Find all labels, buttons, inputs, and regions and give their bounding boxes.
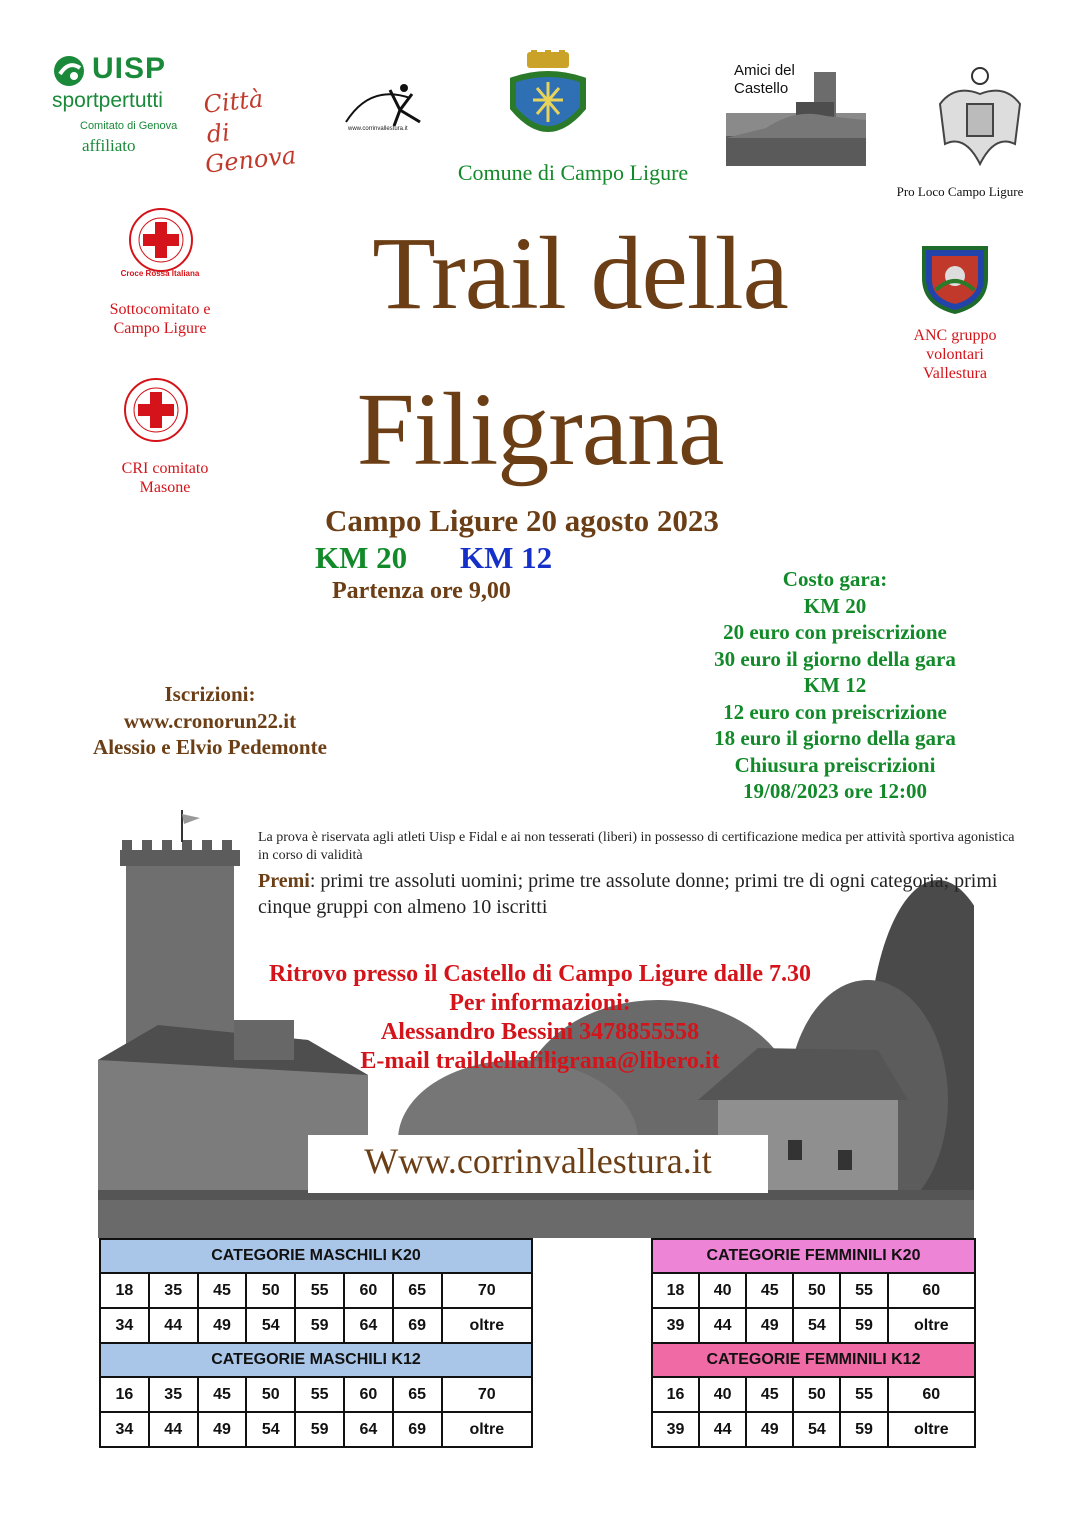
table-cell: 34: [100, 1308, 149, 1343]
registration-names: Alessio e Elvio Pedemonte: [93, 735, 327, 759]
proloco-logo: [880, 64, 1040, 204]
table-cell: 70: [442, 1273, 532, 1308]
amici-line1: Amici del: [734, 62, 795, 79]
table-cell: 50: [793, 1377, 840, 1412]
table-cell: 55: [840, 1377, 887, 1412]
table-cell: 69: [393, 1412, 442, 1447]
citta-line1: Città di: [202, 84, 265, 149]
table-cell: 49: [198, 1412, 247, 1447]
table-cell: 54: [793, 1308, 840, 1343]
table-cell: 65: [393, 1273, 442, 1308]
registration-site: www.cronorun22.it: [123, 708, 297, 733]
sottocomitato-line2: Campo Ligure: [113, 320, 207, 338]
table-cell: 60: [888, 1273, 975, 1308]
table-cell: 55: [840, 1273, 887, 1308]
cost-line: 12 euro con preiscrizione: [723, 699, 947, 724]
start-time: Partenza ore 9,00: [332, 578, 511, 604]
uisp-logo: [52, 52, 202, 162]
table-cell: 60: [344, 1273, 393, 1308]
table-cell: 16: [100, 1377, 149, 1412]
table-cell: oltre: [442, 1412, 532, 1447]
table-cell: 39: [652, 1308, 699, 1343]
table-cell: oltre: [442, 1308, 532, 1343]
croce-rossa-caption: Croce Rossa Italiana: [120, 269, 200, 278]
table-cell: 18: [100, 1273, 149, 1308]
table-cell: 16: [652, 1377, 699, 1412]
croce-rossa-logo: [90, 205, 230, 340]
eligibility-note: La prova è riservata agli atleti Uisp e Fidal e ai non tesserati (liberi) in possesso di certificazione medica per attività sportiva agonistica in corso di validità: [258, 830, 1015, 863]
table-cell: 59: [840, 1412, 887, 1447]
table-cell: 44: [699, 1412, 746, 1447]
table-cell: 45: [198, 1273, 247, 1308]
female-k20-table: [651, 1238, 976, 1448]
cost-heading: Costo gara:: [782, 567, 888, 591]
cost-line: KM 20: [803, 593, 867, 618]
amici-castello-logo: [726, 58, 866, 168]
table-cell: 35: [149, 1273, 198, 1308]
table-cell: 55: [295, 1377, 344, 1412]
cri-line1: CRI comitato: [121, 460, 209, 477]
eagle-crest-icon: [935, 64, 1025, 174]
amici-line2: Castello: [734, 80, 789, 97]
female-k20-title: CATEGORIE FEMMINILI K20: [652, 1239, 975, 1273]
cost-line: 19/08/2023 ore 12:00: [743, 779, 927, 803]
uisp-name: UISP: [92, 52, 167, 85]
red-cross-icon: [121, 375, 191, 445]
runner-icon: [340, 80, 435, 130]
table-cell: 49: [746, 1308, 793, 1343]
table-cell: 40: [699, 1377, 746, 1412]
table-cell: 64: [344, 1308, 393, 1343]
meeting-info: Ritrovo presso il Castello di Campo Ligure dalle 7.30: [268, 961, 811, 987]
citta-line2: Genova: [203, 141, 298, 179]
prizes-text: : primi tre assoluti uomini; prime tre assolute donne; primi tre di ogni categoria; primi cinque gruppi con almeno 10 iscritti: [258, 870, 998, 918]
anc-logo: [890, 242, 1020, 382]
km20-label: KM 20: [315, 540, 408, 575]
cri-masone-logo: [95, 375, 235, 495]
prizes-note: [258, 868, 1018, 920]
anc-line2: volontari: [926, 346, 984, 364]
table-cell: 59: [295, 1412, 344, 1447]
table-cell: 39: [652, 1412, 699, 1447]
table-cell: 50: [246, 1273, 295, 1308]
table-cell: 34: [100, 1412, 149, 1447]
cost-line: 18 euro il giorno della gara: [714, 726, 956, 750]
cost-line: Chiusura preiscrizioni: [734, 752, 936, 777]
table-cell: 54: [246, 1308, 295, 1343]
place-date: Campo Ligure 20 agosto 2023: [325, 503, 719, 538]
cost-block: [650, 566, 1020, 805]
proloco-name: Pro Loco Campo Ligure: [896, 184, 1024, 199]
female-k12-title: CATEGORIE FEMMINILI K12: [652, 1343, 975, 1377]
male-k20-title: CATEGORIE MASCHILI K20: [100, 1239, 532, 1273]
cost-line: 30 euro il giorno della gara: [714, 646, 956, 671]
title-line1: Trail della: [372, 216, 788, 331]
km12-label: KM 12: [460, 540, 553, 575]
prizes-label: Premi: [258, 870, 310, 892]
cost-line: KM 12: [803, 673, 867, 697]
uisp-affiliated: affiliato: [82, 136, 136, 155]
table-cell: 55: [295, 1273, 344, 1308]
castle-thumbnail-icon: [726, 58, 866, 168]
table-cell: 70: [442, 1377, 532, 1412]
anc-line1: ANC gruppo: [913, 327, 997, 344]
info-block: [160, 960, 920, 1076]
table-cell: 45: [198, 1377, 247, 1412]
sottocomitato-line1: Sottocomitato e: [109, 301, 211, 318]
comune-name: Comune di Campo Ligure: [457, 160, 689, 185]
website-link[interactable]: Www.corrinvallestura.it: [364, 1141, 712, 1181]
citta-genova-logo: [202, 84, 298, 179]
cri-line2: Masone: [139, 479, 191, 497]
info-heading: Per informazioni:: [449, 990, 631, 1016]
uisp-runner-icon: [52, 54, 90, 88]
male-k12-title: CATEGORIE MASCHILI K12: [100, 1343, 532, 1377]
table-cell: 65: [393, 1377, 442, 1412]
email-info: E-mail traildellafiligrana@libero.it: [360, 1048, 720, 1074]
red-cross-icon: [126, 205, 196, 275]
cost-line: 20 euro con preiscrizione: [723, 620, 947, 644]
table-cell: 45: [746, 1273, 793, 1308]
table-cell: 64: [344, 1412, 393, 1447]
table-cell: 35: [149, 1377, 198, 1412]
registration-block: [60, 681, 360, 761]
title-line2: Filigrana: [356, 372, 724, 487]
table-cell: 59: [840, 1308, 887, 1343]
table-cell: 44: [149, 1308, 198, 1343]
corrinvallestura-logo: [340, 80, 440, 140]
contact-info: Alessandro Bessini 3478855558: [380, 1019, 700, 1045]
table-cell: oltre: [888, 1412, 975, 1447]
table-cell: 44: [699, 1308, 746, 1343]
uisp-tagline: sportpertutti: [52, 89, 163, 112]
table-cell: 69: [393, 1308, 442, 1343]
table-cell: 59: [295, 1308, 344, 1343]
table-cell: 40: [699, 1273, 746, 1308]
registration-heading: Iscrizioni:: [164, 682, 256, 706]
anc-line3: Vallestura: [923, 365, 987, 383]
coat-of-arms-icon: [503, 50, 593, 145]
comune-logo: [438, 50, 708, 190]
table-cell: 50: [793, 1273, 840, 1308]
table-cell: 49: [198, 1308, 247, 1343]
table-cell: 54: [246, 1412, 295, 1447]
table-cell: 54: [793, 1412, 840, 1447]
table-cell: 18: [652, 1273, 699, 1308]
corrinvallestura-small-url: www.corrinvallestura.it: [348, 126, 408, 132]
table-cell: oltre: [888, 1308, 975, 1343]
table-cell: 49: [746, 1412, 793, 1447]
table-cell: 60: [344, 1377, 393, 1412]
table-cell: 44: [149, 1412, 198, 1447]
male-k20-table: [99, 1238, 533, 1448]
table-cell: 45: [746, 1377, 793, 1412]
anc-shield-icon: [920, 242, 990, 314]
uisp-committee: Comitato di Genova: [80, 120, 178, 132]
table-cell: 50: [246, 1377, 295, 1412]
table-cell: 60: [888, 1377, 975, 1412]
